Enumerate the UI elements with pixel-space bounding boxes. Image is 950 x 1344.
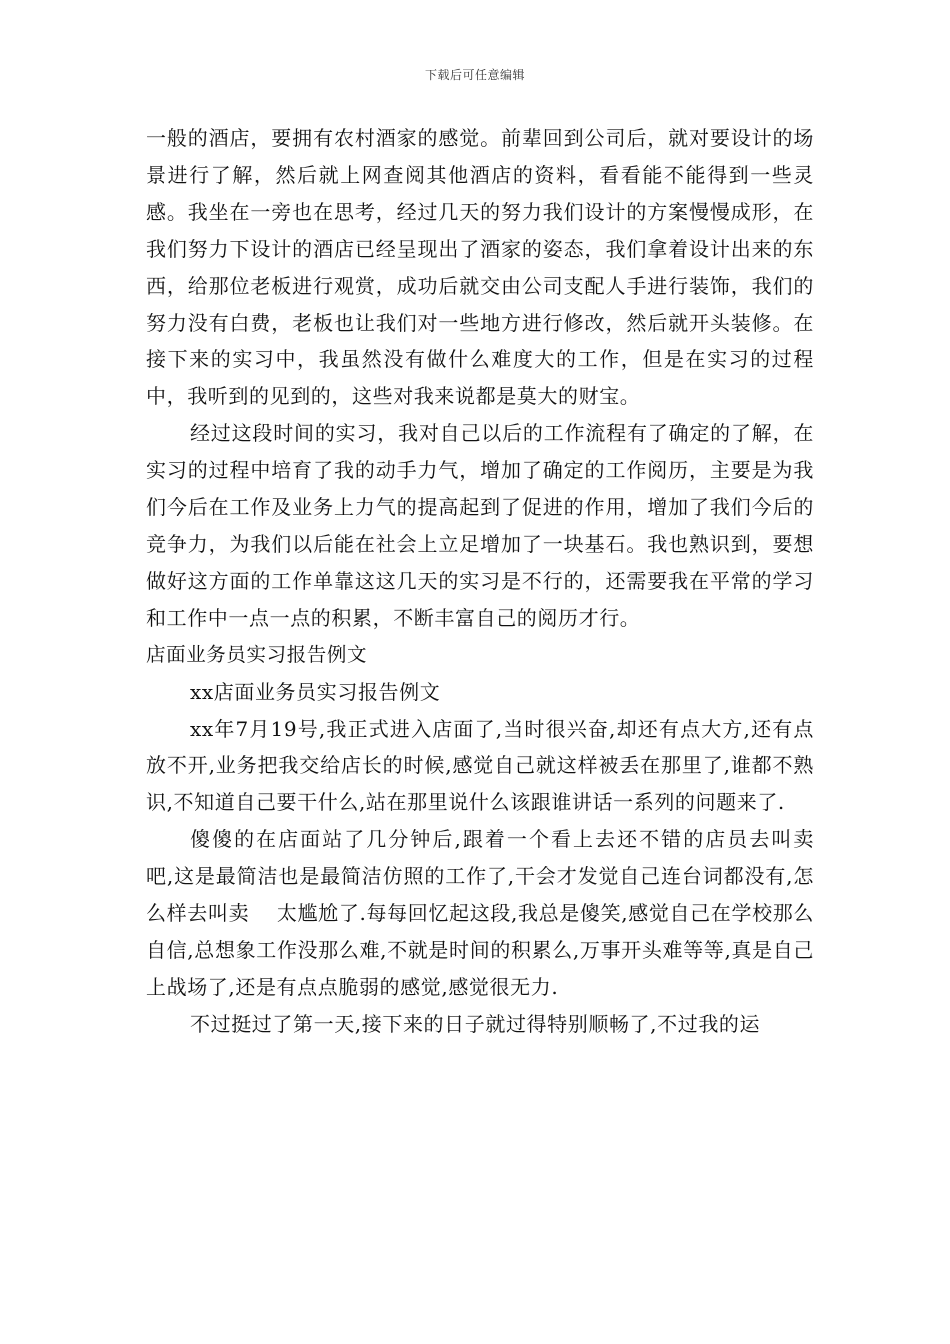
document-subtitle: xx店面业务员实习报告例文 [190,679,441,704]
paragraph: 一般的酒店，要拥有农村酒家的感觉。前辈回到公司后，就对要设计的场景进行了解，然后就上网查阅其他酒店的资料，看看能不能得到一些灵感。我坐在一旁也在思考，经过几天的努力我们设计的方案慢慢成形，在我们努力下设计的酒店已经呈现出了酒家的姿态，我们拿着设计出来的东西，给那位老板进行观赏，成功后就交由公司支配人手进行装饰，我们的努力没有白费，老板也让我们对一些地方进行修改，然后就开头装修。在接下来的实习中，我虽然没有做什么难度大的工作，但是在实习的过程中，我听到的见到的，这些对我来说都是莫大的财宝。 [146,126,814,409]
paragraph: 傻傻的在店面站了几分钟后,跟着一个看上去还不错的店员去叫卖 吧,这是最简洁也是最简洁仿照的工作了,干会才发觉自己连台词都没有,怎么样去叫卖 太尴尬了.每每回忆起这段,我总是傻笑,感觉自己在学校那么自信,总想象工作没那么难,不就是时间的积累么,万事开头难等等,真是自己上战场了,还是有点点脆弱的感觉,感觉很无力. [146,827,842,999]
paragraph: xx年7月19号,我正式进入店面了,当时很兴奋,却还有点大方,还有点放不开,业务把我交给店长的时候,感觉自己就这样被丢在那里了,谁都不熟识,不知道自己要干什么,站在那里说什么该跟谁讲话一系列的问题来了. [146,716,814,815]
paragraph: 不过挺过了第一天,接下来的日子就过得特别顺畅了,不过我的运 [190,1011,761,1036]
page-header: 下载后可任意编辑 [424,68,525,82]
paragraph: 经过这段时间的实习，我对自己以后的工作流程有了确定的了解，在实习的过程中培育了我的动手力气，增加了确定的工作阅历，主要是为我们今后在工作及业务上力气的提高起到了促进的作用，增加了我们今后的竞争力，为我们以后能在社会上立足增加了一块基石。我也熟识到，要想做好这方面的工作单靠这这几天的实习是不行的，还需要我在平常的学习和工作中一点一点的积累，不断丰富自己的阅历才行。 [146,421,814,630]
section-heading: 店面业务员实习报告例文 [146,642,368,666]
document-body [146,120,842,1043]
